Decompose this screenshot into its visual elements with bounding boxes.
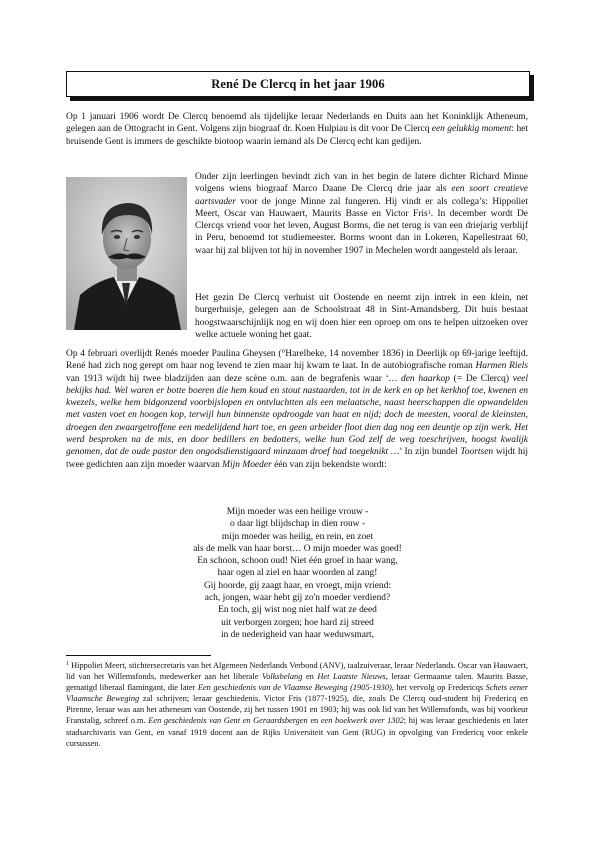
text-run: en	[302, 672, 318, 682]
text-run: , leraar Germaanse talen. Maurits Basse, gematigd liberaal flamingant, die later	[66, 672, 528, 693]
poem-line: haar ogen al ziel en haar woorden al zang!	[217, 568, 378, 579]
paragraph-move: Het gezin De Clercq verhuist uit Oostende en neemt zijn intrek in een klein, net burgerhuisje, gelegen aan de Schoolstraat 48 in Sint-Amandsberg. Dit huis bestaat hoogstwaarschijnlijk nog en wij doen hier een oproep om ons te helpen uitzoeken over welke actuele woning het gaat.	[195, 293, 528, 340]
italic-run: een soort creatieve aartsvader	[195, 184, 528, 207]
footnote-divider	[66, 655, 211, 656]
poem-line: Mijn moeder was een heilige vrouw -	[226, 507, 369, 517]
poem-line: ach, jongen, waar hebt gij zo'n moeder verdiend?	[204, 593, 391, 604]
page-title: René De Clercq in het jaar 1906	[211, 76, 385, 91]
text-run: Op 1 januari 1906 wordt De Clercq benoemd als tijdelijke leraar Nederlands en Duits aan het Koninklijk Atheneum, gelegen aan de Ottogracht in Gent. Volgens zijn biograaf dr. Koen Hulpiau is dit voor De Clercq	[66, 112, 528, 135]
paragraph-intro	[66, 111, 528, 148]
italic-run: een gelukkig moment	[431, 124, 512, 135]
text-run: . In december wordt De Clercqs vriend voor het leven, August Borms, die net terug is van een driejarig verblijf in Peru, benoemd tot studiemeester. Borms woont dan in Lokeren, Kapellestraat 60, waar hij zal blijven tot hij in november 1907 in Mechelen wordt aangesteld als leraar.	[195, 208, 528, 256]
poem-line: als de melk van haar borst… O mijn moeder was goed!	[193, 543, 402, 554]
text-run: Onder zijn leerlingen bevindt zich van in het begin de latere dichter Richard Minne volgens wiens biograaf Marco Daane De Clercq drie jaar als	[195, 172, 528, 195]
text-run: zal schrijven; leraar geschiedenis. Victor Fris (1877-1925), die, zoals De Clercq oud-student bij Fredericq en Pirenne, leraar was aan het atheneum van Oostende, zij het tussen 1901 en 1903; hij was ook lid van het Willemsfonds, was bij voorkeur Franstalig, schreef o.m.	[66, 694, 528, 726]
paragraph-mother	[66, 348, 528, 471]
italic-run: Een geschiedenis van de Vlaamse Beweging (1905-1930)	[197, 683, 392, 693]
text-run: : het bruisende Gent is immers de geschikte biotoop waarin iemand als De Clercq echt kan gedijen.	[66, 124, 528, 147]
footnote	[66, 660, 528, 749]
text-run: , het vervolg op Fredericqs	[391, 683, 486, 693]
poem-line: in de nederigheid van haar weduwsmart,	[220, 629, 375, 640]
poem-line: Gij hoorde, gij zaagt haar, en vroegt, mijn vriend:	[203, 580, 391, 591]
poem-line: mijn moeder was heilig, en rein, en zoet	[221, 531, 374, 542]
poem-line: En toch, gij wist nog niet half wat ze deed	[218, 605, 377, 616]
footnote-reference[interactable]: 1	[427, 209, 431, 216]
text-run: (= De Clercq)	[449, 373, 513, 384]
text-run: en	[307, 716, 321, 726]
italic-run: veel bekijks had. Wel waren er botte boeren die hem koud en stout nastaarden, tot in de kerk en op het kerkhof toe, kwenen en kwezels, welke hem bidgonzend voorbijslopen en ontvluchtten als een melaatsche, naast heerschappen die opwandelden met vasten voet en hoogen kop, terwijl hun binnenste opdroogde van haat en nijd; doch de meesten, vooral de kleinsten, droegen den zwaargetroffene een medelijdend hart toe, en geen arbeider floot dien dag nog een deuntje op zijn werk. Het werd besproken na de mis, en door bedillers en bedotters, welke hun God zelf de weg toeschrijven, hoogst kwalijk genomen, dat de oude pastor den ongodsdienstigaard minzaam droef had toegeknikt …	[66, 373, 528, 458]
portrait-image	[66, 177, 187, 330]
title-box	[66, 71, 530, 97]
italic-run: Schets eener Vlaamsche Beweging	[66, 683, 529, 704]
italic-run: Harmen Riels	[475, 361, 528, 372]
text-run: ; hij was leraar geschiedenis en later stadsarchivaris van Gent, en vanaf 1919 docent aan de Rijks Universiteit van Gent (RUG) in opvolging van Fredericq voor enkele cursussen.	[66, 716, 528, 748]
text-run: van 1913 wijdt hij twee bladzijden aan deze scène o.m. aan de begrafenis waar ‘	[66, 373, 389, 384]
italic-run: … den haarkop	[388, 373, 450, 384]
italic-run: Een geschiedenis van Gent en Geraardsbergen	[148, 716, 308, 726]
italic-run: Mijn Moeder	[222, 459, 272, 470]
paragraph-students	[195, 171, 528, 257]
text-run: één van zijn bekendste wordt:	[271, 459, 387, 470]
poem-line: uit verborgen zorgen; hoe hard zij streed	[221, 617, 374, 628]
text-run: Hippoliet Meert, stichtersecretaris van het Algemeen Nederlands Verbond (ANV), taalzuiveraar, leraar Nederlands. Oscar van Hauwaert, lid van het Willemsfonds, medewerker aan het liberale	[66, 661, 528, 682]
italic-run: Het Laatste Nieuws	[317, 672, 386, 682]
footnote-number: 1	[66, 661, 69, 667]
italic-run: een boekwerk over 1302	[320, 716, 404, 726]
portrait-photo	[66, 177, 187, 330]
italic-run: Volksbelang	[262, 672, 303, 682]
text-run: voor de jonge Minne zal fungeren. Hij vindt er als collega’s: Hippoliet Meert, Oscar van Hauwaert, Maurits Basse en Victor Fris	[195, 196, 528, 219]
poem	[150, 506, 445, 641]
italic-run: Toortsen	[460, 447, 494, 458]
poem-line: En schoon, schoon oud! Niet één groef in haar wang,	[197, 556, 398, 567]
text-run: wijdt hij twee gedichten aan zijn moeder waarvan	[66, 447, 528, 470]
text-run: Op 4 februari overlijdt Renés moeder Paulina Gheysen (°Harelbeke, 14 november 1836) in Deerlijk op 69-jarige leeftijd. René had zich nog gerept om haar nog levend te zien maar hij kwam te laat. In de autobiografische roman	[66, 349, 528, 372]
text-run: ’ In zijn bundel	[399, 447, 461, 458]
poem-line: o daar ligt blijdschap in dien rouw -	[230, 519, 365, 530]
